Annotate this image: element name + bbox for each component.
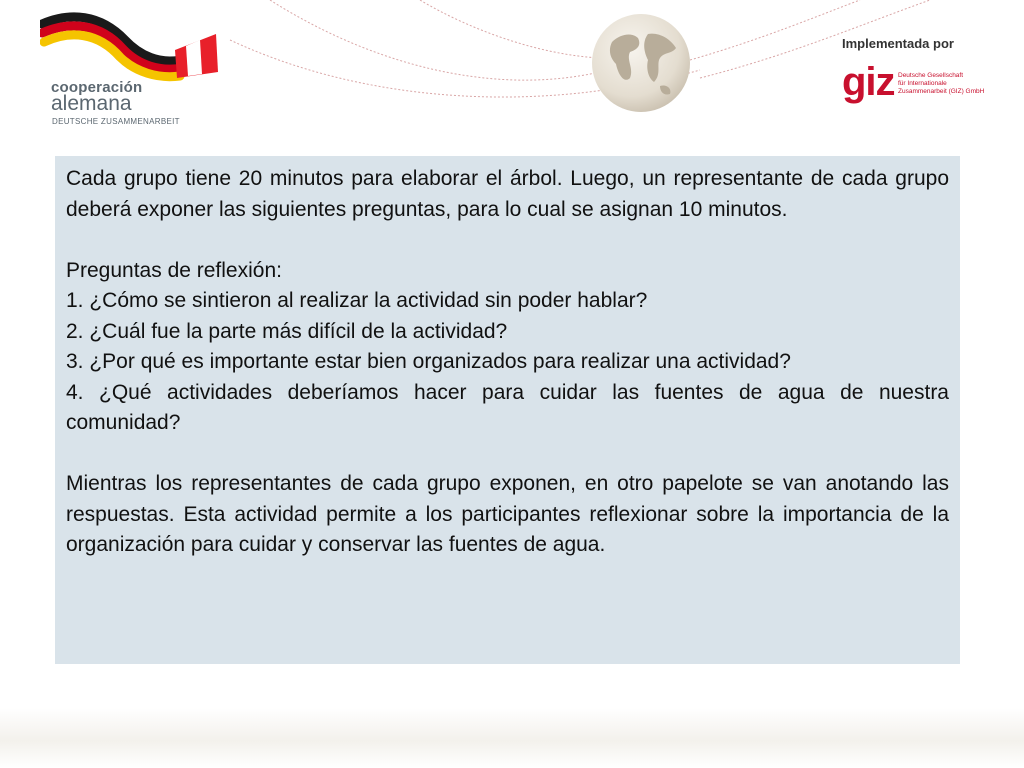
- giz-logo: [842, 36, 1012, 116]
- bottom-decorative-band: [0, 708, 1024, 768]
- giz-org-line-1: Deutsche Gesellschaft: [898, 72, 964, 79]
- giz-org-line-3: Zusammenarbeit (GIZ) GmbH: [898, 88, 985, 95]
- globe-icon: [590, 12, 692, 114]
- question-item: 1. ¿Cómo se sintieron al realizar la actividad sin poder hablar?: [66, 289, 648, 312]
- spacer: [66, 225, 949, 256]
- spacer: [66, 439, 949, 470]
- intro-paragraph: Cada grupo tiene 20 minutos para elaborar el árbol. Luego, un representante de cada grupo deberá exponer las siguientes preguntas, para lo cual se asignan 10 minutos.: [66, 167, 949, 221]
- logo-text-deutsche: DEUTSCHE ZUSAMMENARBEIT: [52, 117, 180, 126]
- logo-text-cooperacion: cooperación: [51, 79, 143, 96]
- flag-wave-icon: [40, 12, 220, 82]
- implemented-by-label: Implementada por: [842, 36, 954, 51]
- giz-org-name: [898, 72, 984, 96]
- question-item: 3. ¿Por qué es importante estar bien organizados para realizar una actividad?: [66, 350, 791, 373]
- question-item: 2. ¿Cuál fue la parte más difícil de la actividad?: [66, 319, 508, 343]
- questions-heading: Preguntas de reflexión:: [66, 258, 282, 282]
- question-item: 4. ¿Qué actividades deberíamos hacer para cuidar las fuentes de agua de nuestra comunidad?: [66, 380, 949, 434]
- instructions-textbox: [55, 156, 960, 664]
- giz-wordmark: giz: [842, 60, 895, 104]
- cooperacion-alemana-logo: [40, 12, 230, 126]
- closing-paragraph: Mientras los representantes de cada grupo exponen, en otro papelote se van anotando las respuestas. Esta actividad permite a los participantes reflexionar sobre la importancia de la organización para cuidar y conservar las fuentes de agua.: [66, 472, 949, 556]
- logo-text-alemana: alemana: [51, 92, 132, 115]
- giz-org-line-2: für Internationale: [898, 80, 947, 87]
